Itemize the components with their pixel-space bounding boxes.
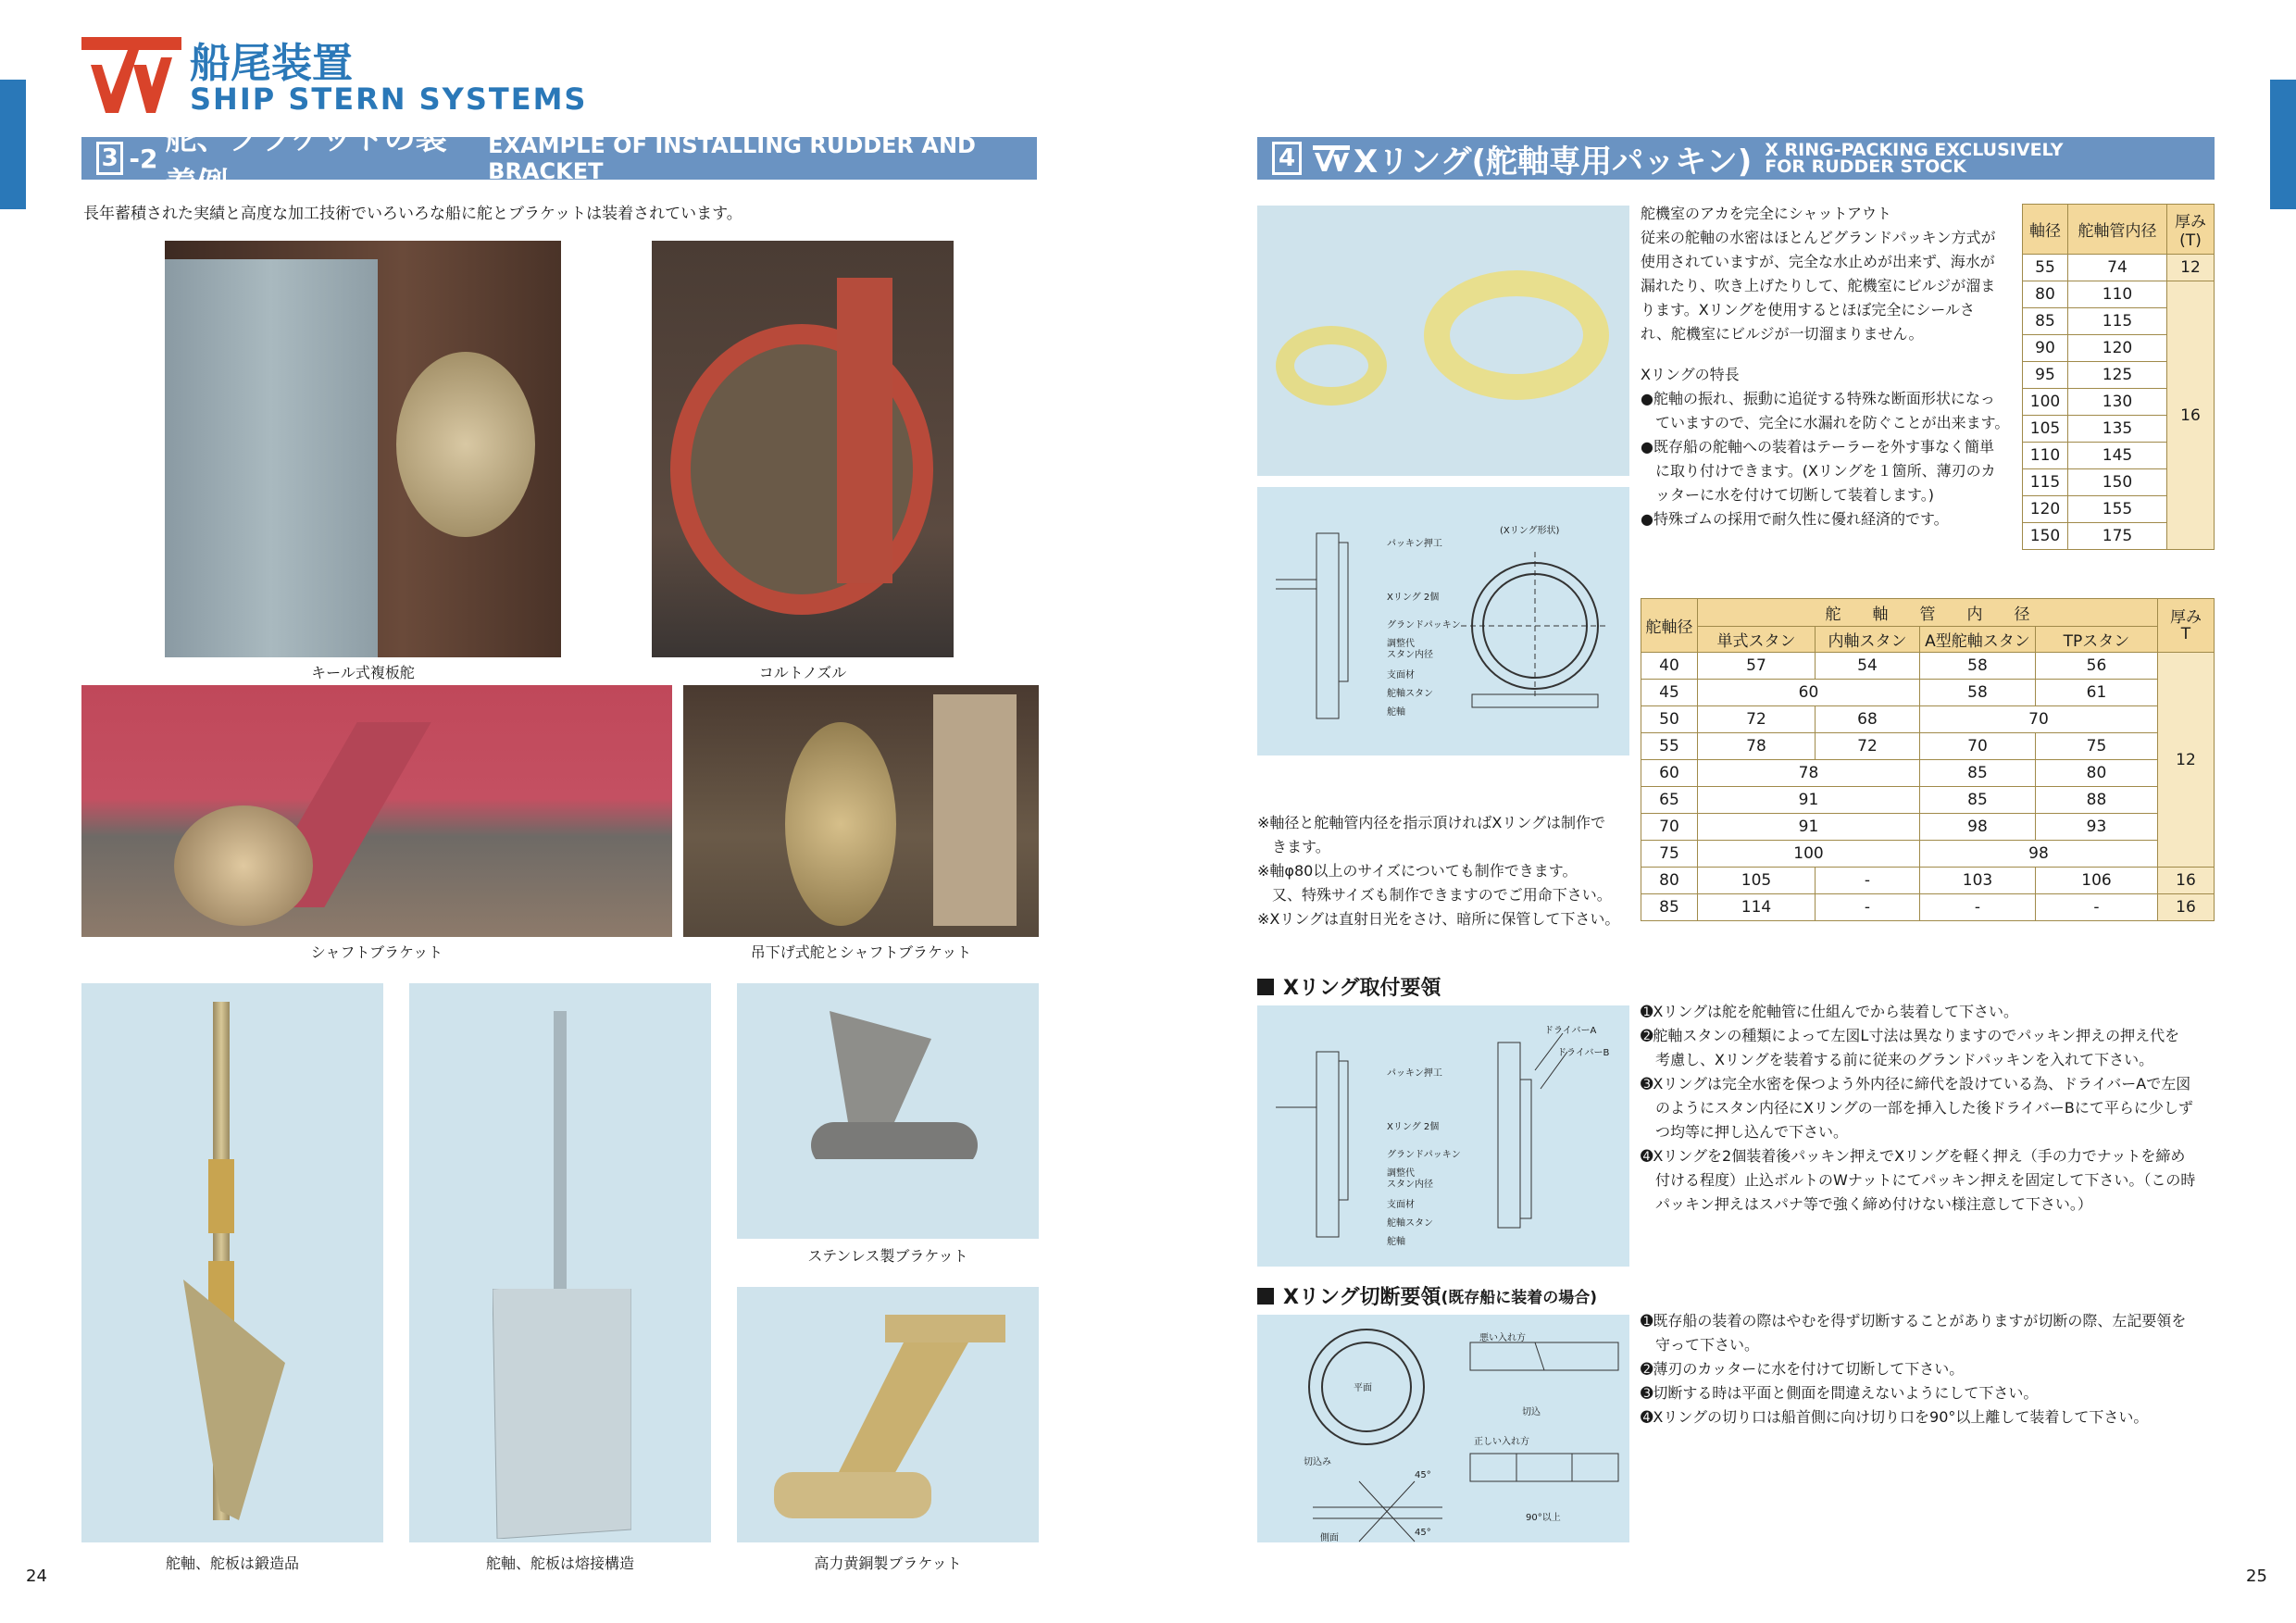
cell: 150 — [2023, 523, 2068, 550]
feature-head: Xリングの特長 — [1641, 366, 1740, 383]
label-good: 正しい入れ方 — [1474, 1437, 1529, 1447]
section-title-en-right — [1765, 142, 2063, 175]
label-adjust1-2: 調整代 — [1387, 1168, 1415, 1179]
caption-brass: 高力黄銅製ブラケット — [814, 1554, 962, 1572]
cell: 60 — [1641, 760, 1698, 787]
install-title-text: Xリング取付要領 — [1283, 977, 1441, 1000]
photo-hanging-rudder — [683, 685, 1039, 937]
cell: - — [1816, 868, 1920, 894]
cell: 150 — [2068, 469, 2167, 496]
desc-line: れ、舵機室にビルジが一切溜まりません。 — [1641, 325, 1924, 343]
cell: 106 — [2036, 868, 2158, 894]
photo-shaft-bracket — [81, 685, 672, 937]
label-cut2: 切込 — [1522, 1407, 1541, 1417]
cell: 68 — [1816, 706, 1920, 733]
company-logo-icon — [81, 37, 181, 113]
label-shaft: 舵軸 — [1387, 707, 1405, 718]
cell: 120 — [2068, 335, 2167, 362]
note-line: ※軸径と舵軸管内径を指示頂ければXリングは制作で — [1257, 814, 1606, 831]
photo-xring — [1257, 206, 1629, 476]
label-side: 側面 — [1320, 1533, 1339, 1543]
label-cutin: 切込み — [1304, 1457, 1331, 1467]
feature-line: ●特殊ゴムの採用で耐久性に優れ経済的です。 — [1641, 510, 1949, 528]
cell: 98 — [1920, 814, 2036, 841]
cell: 115 — [2068, 308, 2167, 335]
square-bullet-icon — [1257, 979, 1274, 995]
cell: 74 — [2068, 255, 2167, 281]
cut-step: ➌切断する時は平面と側面を間違えないようにして下さい。 — [1641, 1384, 2039, 1402]
cut-step: ➍Xリングの切り口は船首側に向け切り口を90°以上離して装着して下さい。 — [1641, 1408, 2149, 1426]
diagram-cut — [1257, 1315, 1629, 1542]
cell: 103 — [1920, 868, 2036, 894]
install-step: つ均等に押し込んで下さい。 — [1641, 1123, 1849, 1141]
cell: 105 — [2023, 416, 2068, 443]
page-number-left: 24 — [26, 1567, 47, 1586]
label-adjust2-2: スタン内径 — [1387, 1180, 1433, 1190]
section-title-jp-right: Xリング(舵軸専用パッキン) — [1354, 143, 1753, 181]
th-tube: 舵軸管内径 — [2068, 205, 2167, 255]
cut-title-text: Xリング切断要領 — [1283, 1286, 1441, 1309]
cell: 57 — [1698, 653, 1816, 680]
section-header-xring — [1257, 137, 2215, 180]
cell: 130 — [2068, 389, 2167, 416]
photo-welded-rudder — [409, 983, 711, 1542]
label-plane: 平面 — [1354, 1383, 1372, 1393]
cell: 78 — [1698, 733, 1816, 760]
th-shaft-dia: 舵軸径 — [1641, 599, 1698, 653]
cell: 100 — [2023, 389, 2068, 416]
note-line: 又、特殊サイズも制作できますのでご用命下さい。 — [1257, 886, 1612, 904]
note-line: ※軸φ80以上のサイズについても制作できます。 — [1257, 862, 1578, 880]
cell: 72 — [1698, 706, 1816, 733]
cell: - — [1920, 894, 2036, 921]
label-xring2-2: Xリング 2個 — [1387, 1122, 1440, 1132]
caption-keel-rudder: キール式複板舵 — [311, 664, 415, 681]
caption-forged: 舵軸、舵板は鍛造品 — [165, 1554, 299, 1572]
cell: 56 — [2036, 653, 2158, 680]
desc-line: 使用されていますが、完全な水止めが出来ず、海水が — [1641, 253, 1995, 270]
cut-step: ➋薄刃のカッターに水を付けて切断して下さい。 — [1641, 1360, 1965, 1378]
th-tube-group: 舵 軸 管 内 径 — [1698, 599, 2158, 627]
label-adjust1: 調整代 — [1387, 639, 1415, 649]
section-number-suffix: -2 — [129, 143, 158, 174]
section-number: 3 — [96, 142, 123, 175]
th-shaft: 軸径 — [2023, 205, 2068, 255]
desc-head: 舵機室のアカを完全にシャットアウト — [1641, 205, 1892, 222]
cell: 95 — [2023, 362, 2068, 389]
cell: 80 — [1641, 868, 1698, 894]
cell: 115 — [2023, 469, 2068, 496]
cell: 12 — [2167, 255, 2215, 281]
label-deg90: 90°以上 — [1526, 1513, 1561, 1523]
install-step: 考慮し、Xリングを装着する前に従来のグランドパッキンを入れて下さい。 — [1641, 1051, 2154, 1068]
stern-tube-table — [1641, 598, 2215, 921]
cell: 91 — [1698, 787, 1920, 814]
cell: 50 — [1641, 706, 1698, 733]
cell: 55 — [1641, 733, 1698, 760]
install-step: 付ける程度）止込ボルトのWナットにてパッキン押えを固定して下さい。（この時 — [1641, 1171, 2196, 1189]
cell: 80 — [2036, 760, 2158, 787]
th-tp: TPスタン — [2036, 627, 2158, 653]
label-deg45a: 45° — [1415, 1470, 1431, 1480]
label-driver-a: ドライバーA — [1544, 1026, 1597, 1036]
feature-line: ッターに水を付けて切断して装着します。) — [1641, 486, 1934, 504]
cell: 40 — [1641, 653, 1698, 680]
page-title: 船尾装置 — [190, 40, 353, 87]
photo-stainless-bracket — [737, 983, 1039, 1239]
left-edge-bar — [0, 80, 26, 209]
cell: 75 — [1641, 841, 1698, 868]
cell: 60 — [1698, 680, 1920, 706]
cell: 110 — [2068, 281, 2167, 308]
cell: 85 — [2023, 308, 2068, 335]
cell: 105 — [1698, 868, 1816, 894]
cell: 155 — [2068, 496, 2167, 523]
section-header-rudder — [81, 120, 1037, 203]
cell: 54 — [1816, 653, 1920, 680]
cell: 55 — [2023, 255, 2068, 281]
cell: - — [2036, 894, 2158, 921]
feature-line: ●既存船の舵軸への装着はテーラーを外す事なく簡単 — [1641, 438, 1994, 456]
cell: 70 — [1641, 814, 1698, 841]
cell: 110 — [2023, 443, 2068, 469]
th-thick-t: 厚み T — [2158, 599, 2215, 653]
cell: 58 — [1920, 653, 2036, 680]
label-packing-press: パッキン押工 — [1387, 539, 1442, 549]
cell: 90 — [2023, 335, 2068, 362]
caption-shaft-bracket: シャフトブラケット — [310, 943, 443, 961]
label-driver-b: ドライバーB — [1557, 1048, 1610, 1058]
diagram-xring-section — [1257, 487, 1629, 755]
th-inner: 内軸スタン — [1816, 627, 1920, 653]
cell: 58 — [1920, 680, 2036, 706]
label-deg45b: 45° — [1415, 1528, 1431, 1538]
caption-kort-nozzle: コルトノズル — [758, 664, 847, 681]
label-bad: 悪い入れ方 — [1479, 1333, 1526, 1343]
install-step: ➊Xリングは舵を舵軸管に仕組んでから装着して下さい。 — [1641, 1003, 2019, 1020]
cell: 120 — [2023, 496, 2068, 523]
cell: 75 — [2036, 733, 2158, 760]
cell: 85 — [1641, 894, 1698, 921]
label-support-2: 支面材 — [1387, 1200, 1415, 1210]
cell: 114 — [1698, 894, 1816, 921]
cell: 175 — [2068, 523, 2167, 550]
title-en-line2: FOR RUDDER STOCK — [1765, 156, 1966, 177]
cut-title-sub: (既存船に装着の場合) — [1441, 1289, 1598, 1307]
install-step: パッキン押えはスパナ等で強く締め付けない様注意して下さい。） — [1641, 1195, 2092, 1213]
label-shape: (Xリング形状) — [1500, 526, 1560, 536]
photo-keel-rudder — [165, 241, 561, 657]
photo-forged-rudder — [81, 983, 383, 1542]
intro-text: 長年蓄積された実績と高度な加工技術でいろいろな船に舵とブラケットは装着されています。 — [83, 205, 742, 223]
caption-hanging-rudder: 吊下げ式舵とシャフトブラケット — [750, 943, 972, 961]
desc-line: 漏れたり、吹き上げたりして、舵機室にビルジが溜ま — [1641, 277, 1996, 294]
section-title-jp: 舵、ブラケットの装着例 — [165, 120, 447, 203]
cell: 91 — [1698, 814, 1920, 841]
cell: 72 — [1816, 733, 1920, 760]
photo-brass-bracket — [737, 1287, 1039, 1542]
cell: 98 — [1920, 841, 2158, 868]
feature-line: に取り付けできます。(Xリングを１箇所、薄刃のカ — [1641, 462, 1996, 480]
label-support: 支面材 — [1387, 670, 1415, 680]
brand-mark-icon — [1313, 145, 1350, 171]
cell: 85 — [1920, 787, 2036, 814]
label-shaft-2: 舵軸 — [1387, 1237, 1405, 1247]
cell: - — [1816, 894, 1920, 921]
cell: 61 — [2036, 680, 2158, 706]
title-en-line1: X RING-PACKING EXCLUSIVELY — [1765, 140, 2064, 160]
install-step: ➍Xリングを2個装着後パッキン押えでXリングを軽く押え（手の力でナットを締め — [1641, 1147, 2186, 1165]
install-step: のようにスタン内径にXリングの一部を挿入した後ドライバーBにて平らに少しず — [1641, 1099, 2193, 1117]
cell: 65 — [1641, 787, 1698, 814]
cell: 88 — [2036, 787, 2158, 814]
cell: 45 — [1641, 680, 1698, 706]
xring-size-table — [2022, 204, 2215, 550]
note-line: きます。 — [1257, 838, 1330, 855]
cut-step: ➊既存船の装着の際はやむを得ず切断することがありますが切断の際、左記要領を — [1641, 1312, 2187, 1330]
cell: 70 — [1920, 733, 2036, 760]
label-stern: 舵軸スタン — [1387, 689, 1433, 699]
label-packing-press-2: パッキン押工 — [1387, 1068, 1442, 1079]
right-edge-bar — [2270, 80, 2296, 209]
page-number-right: 25 — [2246, 1567, 2267, 1586]
diagram-install — [1257, 1005, 1629, 1267]
cell: 85 — [1920, 760, 2036, 787]
th-thickness: 厚み(T) — [2167, 205, 2215, 255]
section-number-right: 4 — [1272, 142, 1302, 175]
cell: 70 — [1920, 706, 2158, 733]
th-atype: A型舵軸スタン — [1920, 627, 2036, 653]
cell: 80 — [2023, 281, 2068, 308]
cell: 100 — [1698, 841, 1920, 868]
install-title — [1257, 972, 1441, 1001]
caption-stainless: ステンレス製ブラケット — [807, 1247, 968, 1265]
note-line: ※Xリングは直射日光をさけ、暗所に保管して下さい。 — [1257, 910, 1620, 928]
desc-line: 従来の舵軸の水密はほとんどグランドパッキン方式が — [1641, 229, 1996, 246]
label-gland-2: グランドパッキン — [1387, 1150, 1461, 1160]
cell: 125 — [2068, 362, 2167, 389]
cell: 135 — [2068, 416, 2167, 443]
label-xring2: Xリング 2個 — [1387, 593, 1440, 603]
page-subtitle: SHIP STERN SYSTEMS — [190, 81, 588, 117]
square-bullet-icon — [1257, 1288, 1274, 1305]
section-title-en: EXAMPLE OF INSTALLING RUDDER AND BRACKET — [488, 132, 976, 184]
cell: 78 — [1698, 760, 1920, 787]
caption-welded: 舵軸、舵板は熔接構造 — [485, 1554, 634, 1572]
install-step: ➌Xリングは完全水密を保つよう外内径に締代を設けている為、ドライバーAで左図 — [1641, 1075, 2191, 1092]
cell: 93 — [2036, 814, 2158, 841]
cell-merged-t12: 12 — [2158, 653, 2215, 868]
cell: 145 — [2068, 443, 2167, 469]
cut-title — [1257, 1281, 1597, 1310]
th-single: 単式スタン — [1698, 627, 1816, 653]
feature-line: ●舵軸の振れ、振動に追従する特殊な断面形状になっ — [1641, 390, 1995, 407]
cell-merged-thickness: 16 — [2167, 281, 2215, 550]
cut-step: 守って下さい。 — [1641, 1336, 1760, 1354]
label-stern-2: 舵軸スタン — [1387, 1218, 1433, 1229]
desc-line: ります。Xリングを使用するとほぼ完全にシールさ — [1641, 301, 1976, 318]
label-gland: グランドパッキン — [1387, 620, 1461, 630]
label-adjust2: スタン内径 — [1387, 650, 1433, 660]
install-step: ➋舵軸スタンの種類によって左図L寸法は異なりますのでパッキン押えの押え代を — [1641, 1027, 2180, 1044]
feature-line: ていますので、完全に水漏れを防ぐことが出来ます。 — [1641, 414, 2010, 431]
cell: 16 — [2158, 868, 2215, 894]
cell: 16 — [2158, 894, 2215, 921]
photo-kort-nozzle — [652, 241, 954, 657]
